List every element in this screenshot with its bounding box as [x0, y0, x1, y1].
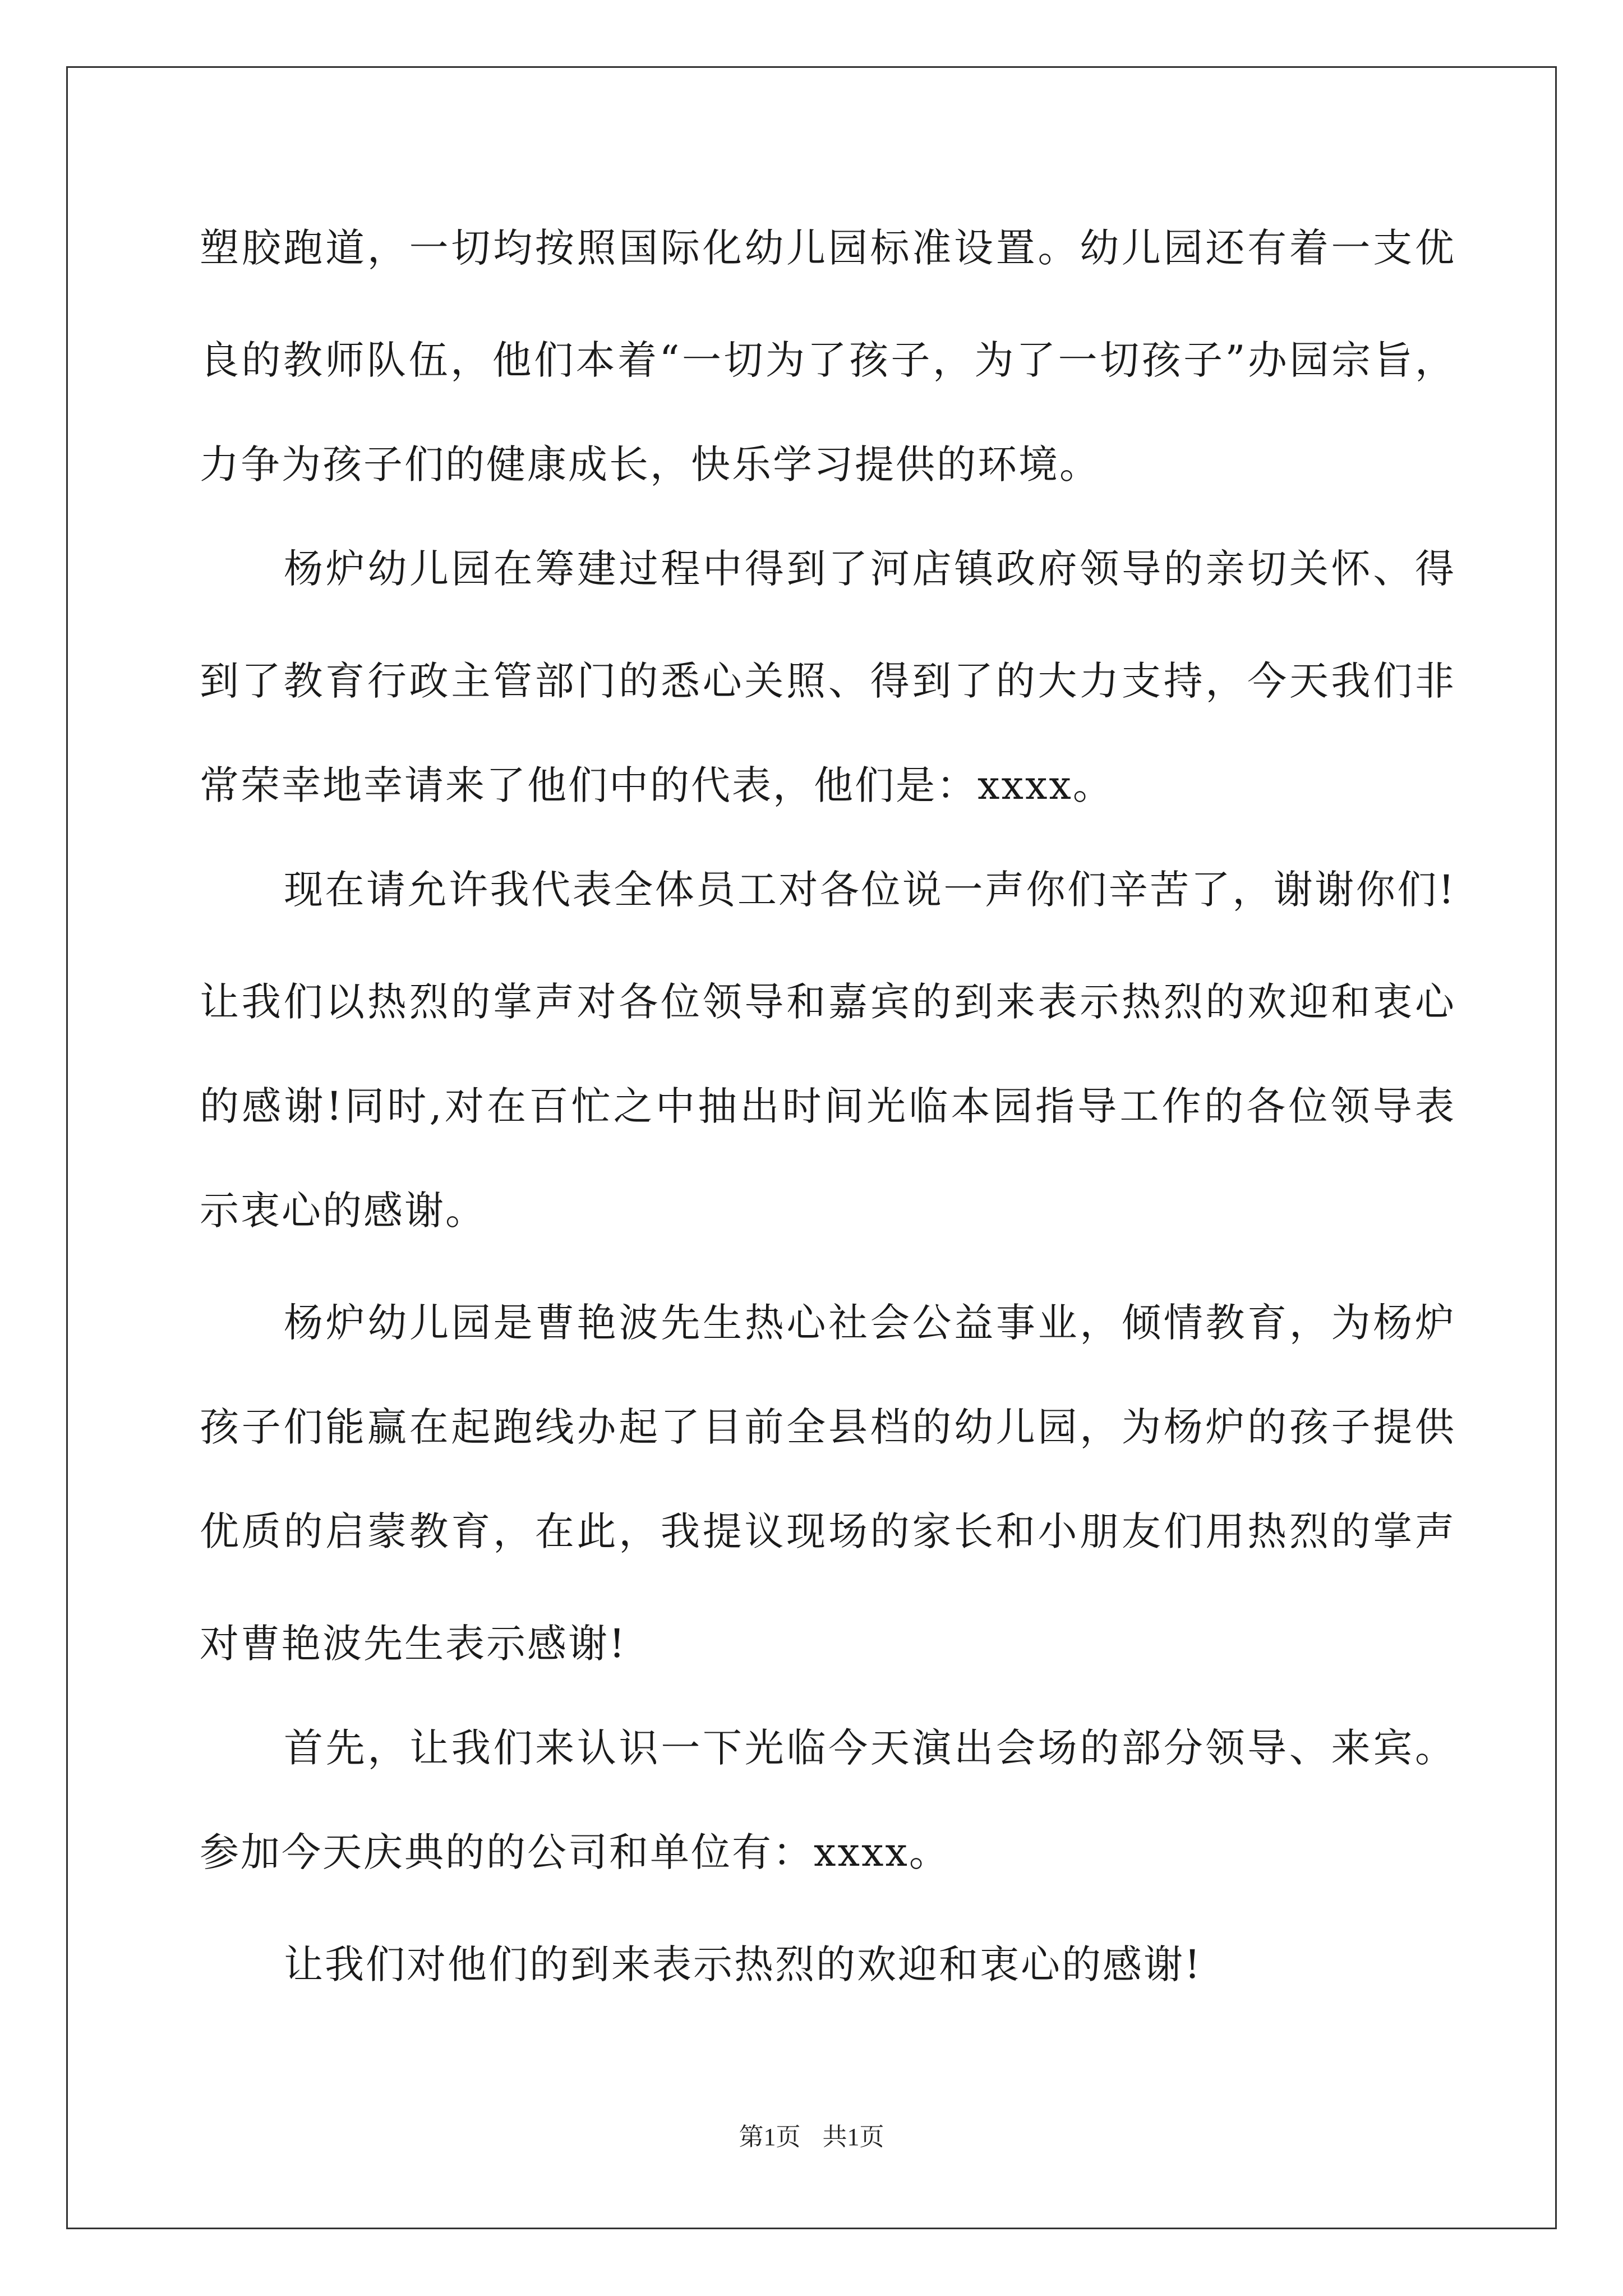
text-line: 的感谢!同时,对在百忙之中抽出时间光临本园指导工作的各位领导表 [200, 1083, 1456, 1129]
text-line: 让我们对他们的到来表示热烈的欢迎和衷心的感谢! [284, 1941, 1202, 1987]
text-line: 孩子们能赢在起跑线办起了目前全县档的幼儿园，为杨炉的孩子提供 [200, 1404, 1456, 1450]
text-line: 杨炉幼儿园在筹建过程中得到了河店镇政府领导的亲切关怀、得 [284, 546, 1456, 592]
text-line: 到了教育行政主管部门的悉心关照、得到了的大力支持，今天我们非 [200, 658, 1456, 704]
text-line: 现在请允许我代表全体员工对各位说一声你们辛苦了，谢谢你们! [284, 867, 1456, 913]
text-line: 对曹艳波先生表示感谢! [200, 1621, 627, 1667]
page-total: 共1页 [822, 2123, 884, 2151]
text-line: 力争为孩子们的健康成长，快乐学习提供的环境。 [200, 441, 1100, 487]
text-line: 杨炉幼儿园是曹艳波先生热心社会公益事业，倾情教育，为杨炉 [284, 1300, 1456, 1346]
text-line: 参加今天庆典的的公司和单位有：xxxx。 [200, 1829, 950, 1875]
text-line: 让我们以热烈的掌声对各位领导和嘉宾的到来表示热烈的欢迎和衷心 [200, 979, 1456, 1025]
text-line: 示衷心的感谢。 [200, 1188, 486, 1234]
page-number: 第1页 [739, 2123, 801, 2151]
page-footer [0, 2120, 1623, 2154]
text-line: 常荣幸地幸请来了他们中的代表，他们是：xxxx。 [200, 762, 1114, 808]
text-line: 优质的启蒙教育，在此，我提议现场的家长和小朋友们用热烈的掌声 [200, 1508, 1456, 1554]
text-line: 良的教师队伍，他们本着“一切为了孩子，为了一切孩子”办园宗旨， [200, 337, 1456, 383]
page-border [66, 66, 1557, 2229]
text-line: 首先，让我们来认识一下光临今天演出会场的部分领导、来宾。 [284, 1725, 1456, 1771]
text-line: 塑胶跑道，一切均按照国际化幼儿园标准设置。幼儿园还有着一支优 [200, 225, 1456, 271]
